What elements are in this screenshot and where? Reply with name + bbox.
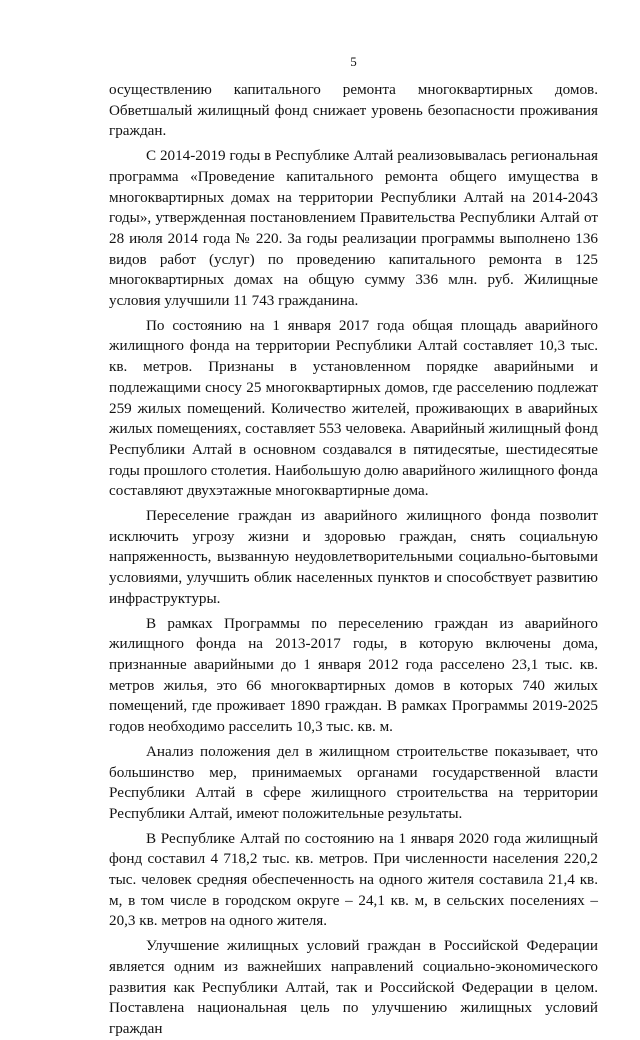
paragraph-4: Переселение граждан из аварийного жилищного фонда позволит исключить угрозу жизни и здоровью граждан, снять социальную напряженность, вызванную неудовлетворительными социально-бытовыми условиями, улучшить облик населенных пунктов и способствует развитию инфраструктуры. [109, 507, 598, 607]
paragraph-1: осуществлению капитального ремонта многоквартирных домов. Обветшалый жилищный фонд снижает уровень безопасности проживания граждан. [109, 81, 598, 140]
paragraph-8: Улучшение жилищных условий граждан в Российской Федерации является одним из важнейших направлений социально-экономического развития как Республики Алтай, так и Российской Федерации в целом. Поставлена национальная цель по улучшению жилищных условий граждан [109, 937, 598, 1037]
paragraph-2: С 2014-2019 годы в Республике Алтай реализовывалась региональная программа «Проведение капитального ремонта общего имущества в многоквартирных домах на территории Республики Алтай на 2014-2043 годы», утвержденная постановлением Правительства Республики Алтай от 28 июля 2014 года № 220. За годы реализации программы выполнено 136 видов работ (услуг) по проведению капитального ремонта в 125 многоквартирных домах на общую сумму 336 млн. руб. Жилищные условия улучшили 11 743 гражданина. [109, 147, 598, 310]
paragraph-7: В Республике Алтай по состоянию на 1 января 2020 года жилищный фонд составил 4 718,2 тыс. кв. метров. При численности населения 220,2 тыс. человек средняя обеспеченность на одного жителя составила 21,4 кв. м, в том числе в городском округе – 24,1 кв. м, в сельских поселениях – 20,3 кв. метров на одного жителя. [109, 829, 598, 930]
paragraph-6: Анализ положения дел в жилищном строительстве показывает, что большинство мер, принимаемых органами государственной власти Республики Алтай в сфере жилищного строительства на территории Республики Алтай, имеют положительные результаты. [109, 742, 598, 822]
paragraph-5: В рамках Программы по переселению граждан из аварийного жилищного фонда на 2013-2017 годы, в которую включены дома, признанные аварийными до 1 января 2012 года расселено 23,1 тыс. кв. метров жилья, это 66 многоквартирных домов в которых 740 жилых помещений, где проживает 1890 граждан. В рамках Программы 2019-2025 годов необходимо расселить 10,3 тыс. кв. м. [109, 614, 598, 736]
paragraph-3: По состоянию на 1 января 2017 года общая площадь аварийного жилищного фонда на территории Республики Алтай составляет 10,3 тыс. кв. метров. Признаны в установленном порядке аварийными и подлежащими сносу 25 многоквартирных домов, где расселению подлежат 259 жилых помещений. Количество жителей, проживающих в аварийных жилых помещениях, составляет 553 человека. Аварийный жилищный фонд Республики Алтай в основном создавался в пятидесятые, шестидесятые годы прошлого столетия. Наибольшую долю аварийного жилищного фонда составляют двухэтажные многоквартирные дома. [109, 316, 598, 500]
page-number: 5 [350, 54, 357, 69]
